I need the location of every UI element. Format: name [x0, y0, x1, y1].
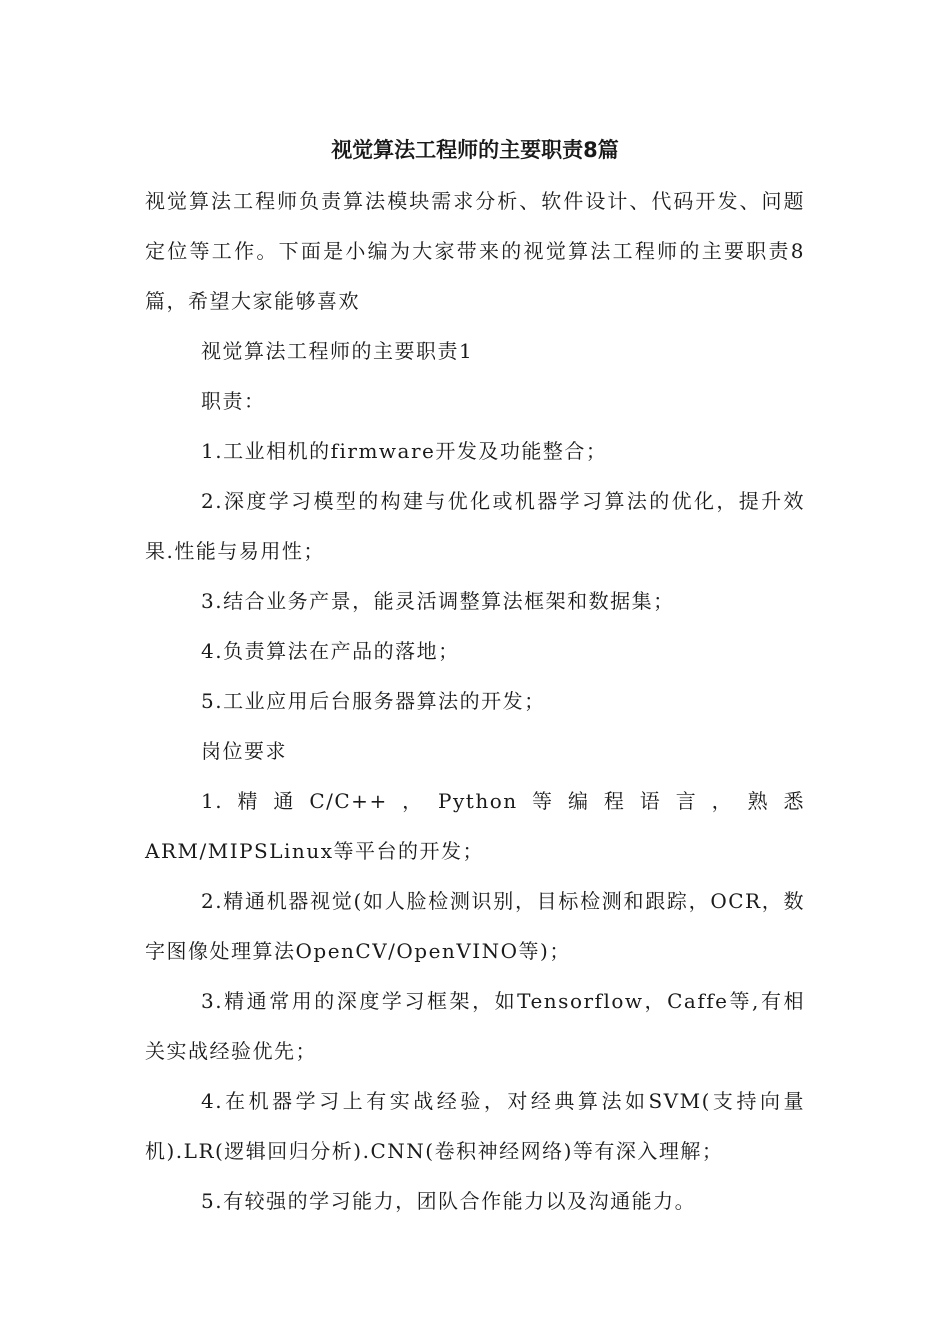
duties-label: 职责：: [201, 389, 266, 413]
duty-item-3: 3.结合业务产景，能灵活调整算法框架和数据集；: [201, 589, 675, 613]
requirement-item-2: 2.精通机器视觉(如人脸检测识别，目标检测和跟踪，OCR，数字图像处理算法OpenCV/OpenVINO等)；: [145, 889, 805, 963]
requirement-item-1: 1.精通C/C++，Python等编程语言，熟悉ARM/MIPSLinux等平台的开发；: [145, 789, 805, 863]
duty-item-4: 4.负责算法在产品的落地；: [201, 639, 460, 663]
intro-paragraph: 视觉算法工程师负责算法模块需求分析、软件设计、代码开发、问题定位等工作。下面是小编为大家带来的视觉算法工程师的主要职责8篇，希望大家能够喜欢: [145, 189, 805, 313]
requirements-label: 岗位要求: [201, 739, 287, 763]
document-title: 视觉算法工程师的主要职责8篇: [331, 138, 619, 162]
requirement-item-4: 4.在机器学习上有实战经验，对经典算法如SVM(支持向量机).LR(逻辑回归分析).CNN(卷积神经网络)等有深入理解；: [145, 1089, 805, 1163]
duty-item-5: 5.工业应用后台服务器算法的开发；: [201, 689, 546, 713]
requirement-item-3: 3.精通常用的深度学习框架，如Tensorflow，Caffe等,有相关实战经验优先；: [145, 989, 805, 1063]
duty-item-1: 1.工业相机的firmware开发及功能整合；: [201, 439, 608, 463]
requirement-item-5: 5.有较强的学习能力，团队合作能力以及沟通能力。: [201, 1189, 697, 1213]
section-heading: 视觉算法工程师的主要职责1: [201, 339, 474, 363]
duty-item-2: 2.深度学习模型的构建与优化或机器学习算法的优化，提升效果.性能与易用性；: [145, 489, 805, 563]
